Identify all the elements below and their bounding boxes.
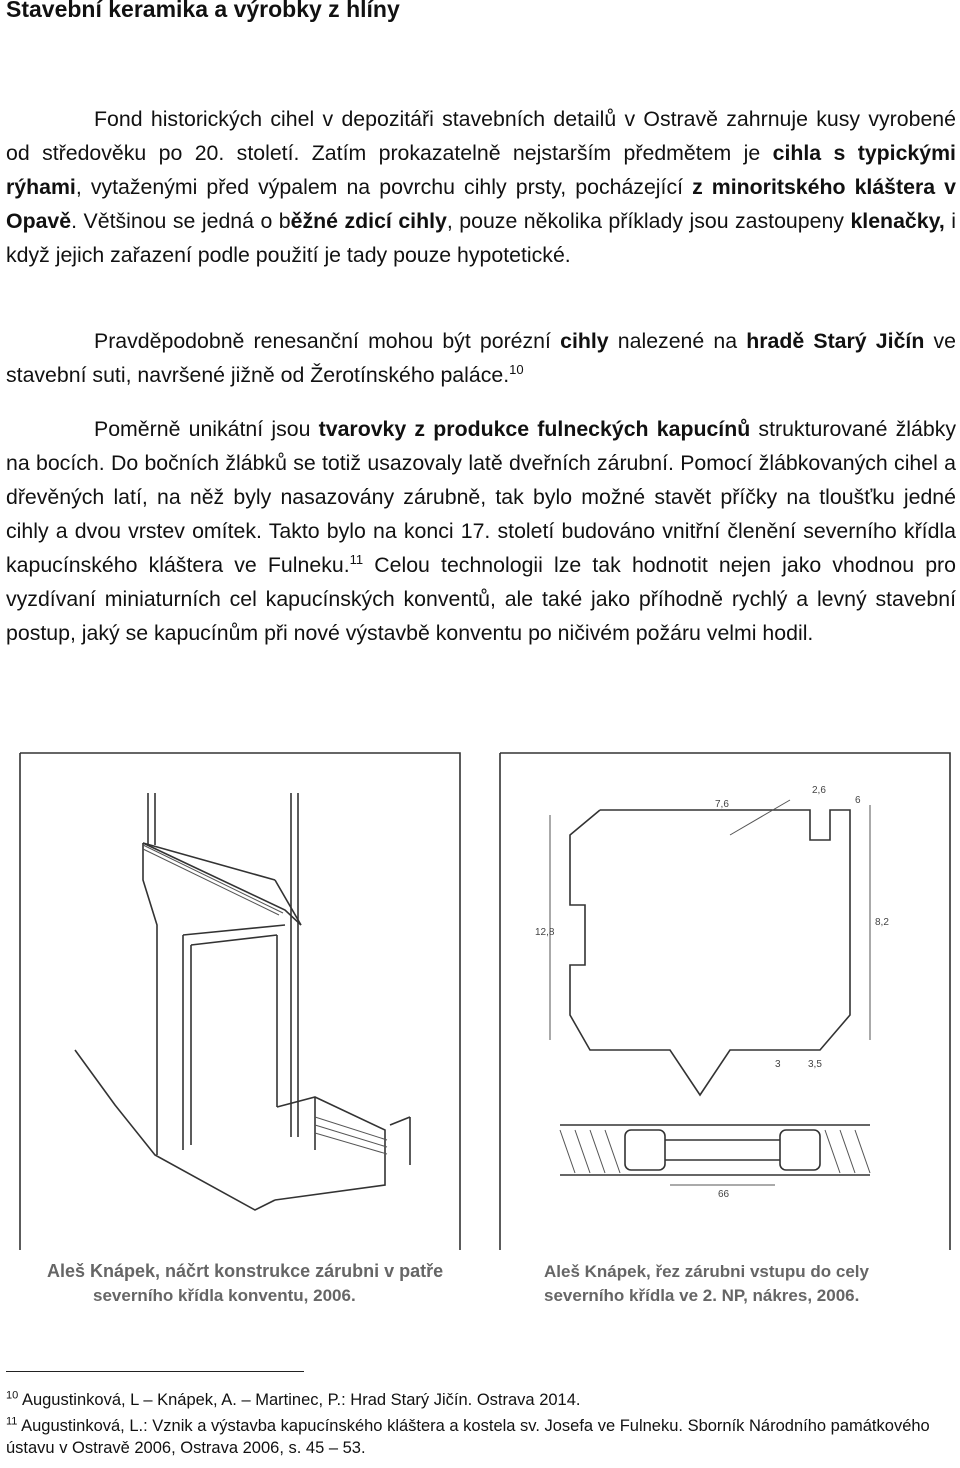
door-frame-drawing	[15, 745, 465, 1320]
dim-7-6: 7,6	[715, 799, 729, 810]
paragraph-fulnek-bricks: Poměrně unikátní jsou tvarovky z produkce fulneckých kapucínů strukturované žlábky na bocích. Do bočních žlábků se totiž usazovaly latě dveřních zárubní. Pomocí žlábkovaných cihel a dřevěných latí, na něž byly nasazovány zárubně, tak bylo možné stavět příčky na tloušťku jedné cihly a dvou vrstev omítek. Takto bylo na konci 17. století budováno vnitřní členění severního křídla kapucínského kláštera ve Fulneku.$^{11}$ Celou technologii lze tak hodnotit nejen jako vhodnou pro vyzdívaní miniaturních cel kapucínských konventů, ale také jako příhodně rychlý a levný stavební postup, jaký se kapucínům při nové výstavbě konventu po ničivém požáru velmi hodil.	[6, 417, 957, 645]
dim-8-2: 8,2	[875, 917, 889, 928]
figure-right-caption-line1: Aleš Knápek, řez zárubni vstupu do cely	[544, 1262, 869, 1281]
paragraph-stary-jicin: Pravděpodobně renesanční mohou být porézní cihly nalezené na hradě Starý Jičín ve stavební suti, navršené jižně od Žerotínského paláce.$^{10}$	[6, 329, 956, 387]
dim-3: 3	[775, 1059, 781, 1070]
figure-right-caption-line2: severního křídla ve 2. NP, nákres, 2006.	[544, 1286, 860, 1305]
footnote-ref-11[interactable]: 11	[349, 551, 364, 567]
cross-section-drawing	[490, 745, 955, 1320]
dim-6: 6	[855, 795, 861, 806]
footnote-separator	[6, 1371, 304, 1372]
figure-left-caption-line1: Aleš Knápek, náčrt konstrukce zárubni v patře	[47, 1261, 444, 1281]
figure-left-caption-line2: severního křídla konventu, 2006.	[93, 1286, 356, 1305]
page-title: Stavební keramika a výrobky z hlíny	[6, 0, 400, 22]
dim-66: 66	[718, 1189, 730, 1200]
figure-door-frame-sketch	[15, 745, 465, 1320]
figure-cross-section	[490, 745, 955, 1320]
paragraph-brick-collection: Fond historických cihel v depozitáři stavebních detailů v Ostravě zahrnuje kusy vyrobené od středověku po 20. století. Zatím prokazatelně nejstarším předmětem je cihla s typickými rýhami, vytaženými před výpalem na povrchu cihly prsty, pocházející z minoritského kláštera v Opavě. Většinou se jedná o běžné zdicí cihly, pouze několika příklady jsou zastoupeny klenačky, i když jejich zařazení podle použití je tady pouze hypotetické.	[6, 107, 957, 267]
dim-3-5: 3,5	[808, 1059, 822, 1070]
dim-12-8: 12,8	[535, 927, 555, 938]
footnote-11: $^{11}$ Augustinková, L.: Vznik a výstavba kapucínského kláštera a kostela sv. Josefa ve Fulneku. Sborník Národního památkového ústavu v Ostravě 2006, Ostrava 2006, s. 45 – 53.	[6, 1415, 930, 1457]
footnote-ref-10[interactable]: 10	[509, 361, 524, 377]
dim-2-6: 2,6	[812, 785, 826, 796]
footnote-10: $^{10}$ Augustinková, L – Knápek, A. – Martinec, P.: Hrad Starý Jičín. Ostrava 2014.	[6, 1389, 581, 1409]
